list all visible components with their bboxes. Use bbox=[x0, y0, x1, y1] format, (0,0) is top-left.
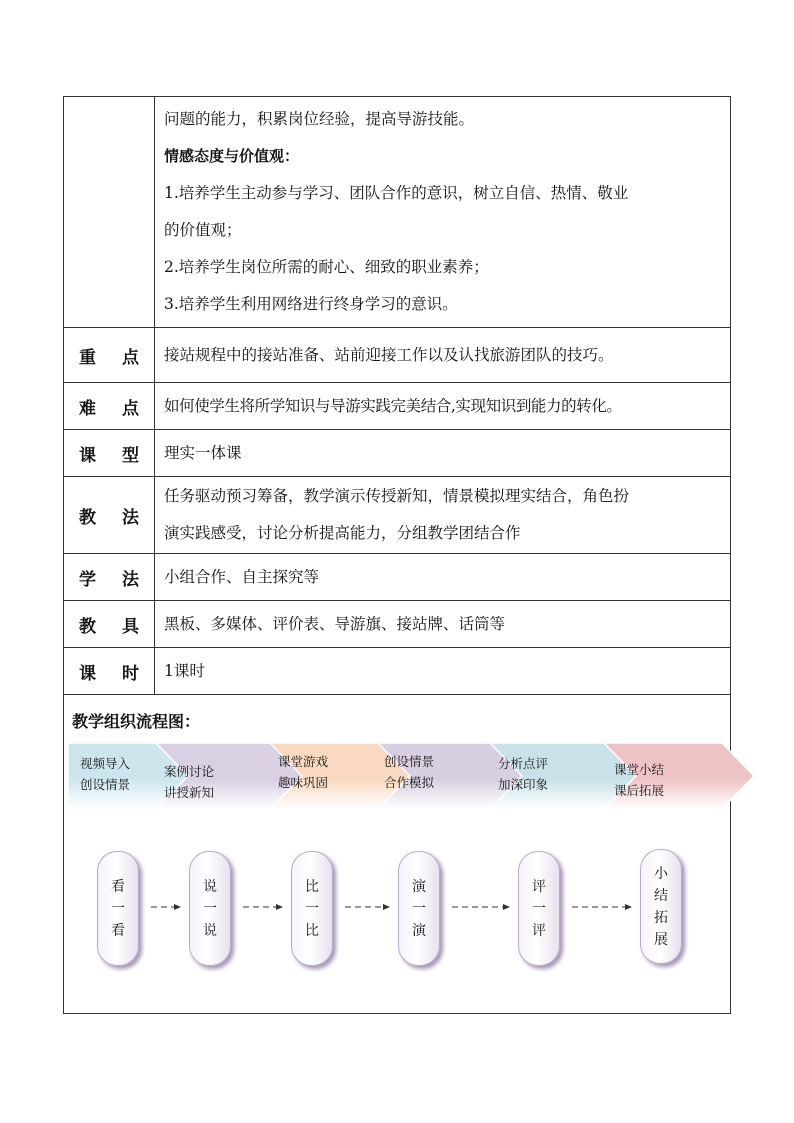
lesson-type-row bbox=[64, 430, 731, 477]
class-hours-row bbox=[64, 648, 731, 695]
objectives-row bbox=[64, 97, 731, 328]
arrow-head-2 bbox=[276, 904, 283, 910]
node-char: 一 bbox=[111, 900, 125, 917]
activity-node-1 bbox=[97, 851, 139, 966]
objectives-label-cell bbox=[64, 97, 155, 328]
node-char: 看 bbox=[111, 878, 125, 895]
chevron-step-label-2: 案例讨论 讲授新知 bbox=[164, 764, 215, 800]
chevron-step-label-3: 课堂游戏 趣味巩固 bbox=[278, 754, 329, 790]
objectives-continued-text: 问题的能力，积累岗位经验，提高导游技能。 bbox=[164, 110, 475, 128]
chevron-step-label-5: 分析点评 加深印象 bbox=[498, 756, 549, 792]
arrow-head-3 bbox=[383, 904, 390, 910]
node-char: 演 bbox=[412, 922, 426, 939]
lesson-type-label: 课 型 bbox=[64, 430, 155, 477]
node-char: 拓 bbox=[654, 909, 668, 926]
difficult-points-row bbox=[64, 383, 731, 430]
node-char: 结 bbox=[654, 887, 668, 904]
study-method-row bbox=[64, 554, 731, 601]
difficult-points-label: 难 点 bbox=[64, 383, 155, 430]
lesson-plan-table bbox=[63, 96, 731, 1014]
node-char: 小 bbox=[654, 865, 668, 882]
activity-node-6 bbox=[640, 849, 682, 964]
class-hours-content: 1课时 bbox=[155, 648, 731, 695]
teaching-method-line-1: 任务驱动预习筹备，教学演示传授新知，情景模拟理实结合，角色扮 bbox=[164, 487, 630, 505]
node-char: 一 bbox=[203, 900, 217, 917]
objectives-content bbox=[155, 97, 731, 328]
teaching-method-label: 教 法 bbox=[64, 477, 155, 554]
activity-nodes bbox=[64, 845, 732, 985]
activity-node-2 bbox=[189, 851, 231, 966]
flowchart-title: 教学组织流程图： bbox=[72, 712, 201, 731]
teaching-method-content bbox=[155, 477, 731, 554]
teaching-aids-content: 黑板、多媒体、评价表、导游旗、接站牌、话筒等 bbox=[155, 601, 731, 648]
chevron-step-label-6: 课堂小结 课后拓展 bbox=[614, 762, 665, 798]
teaching-aids-row bbox=[64, 601, 731, 648]
key-points-content: 接站规程中的接站准备、站前迎接工作以及认找旅游团队的技巧。 bbox=[155, 328, 731, 383]
flowchart-row bbox=[64, 695, 731, 1014]
key-points-row bbox=[64, 328, 731, 383]
activity-node-3 bbox=[291, 851, 333, 966]
node-char: 看 bbox=[111, 922, 125, 939]
chevron-step-label-4: 创设情景 合作模拟 bbox=[384, 754, 435, 790]
node-char: 评 bbox=[532, 922, 546, 939]
node-char: 演 bbox=[412, 878, 426, 895]
node-char: 说 bbox=[203, 878, 217, 895]
node-char: 一 bbox=[532, 900, 546, 917]
node-char: 比 bbox=[305, 878, 319, 895]
key-points-label: 重 点 bbox=[64, 328, 155, 383]
objective-item-1b: 的价值观； bbox=[164, 221, 242, 239]
node-char: 展 bbox=[654, 931, 668, 948]
arrow-head-1 bbox=[174, 904, 181, 910]
lesson-type-content: 理实一体课 bbox=[155, 430, 731, 477]
objective-item-1a: 1.培养学生主动参与学习、团队合作的意识，树立自信、热情、敬业 bbox=[164, 184, 629, 202]
node-char: 一 bbox=[412, 900, 426, 917]
activity-node-4 bbox=[398, 851, 440, 966]
flowchart-cell bbox=[64, 695, 731, 1014]
node-char: 一 bbox=[305, 900, 319, 917]
objectives-subheading: 情感态度与价值观： bbox=[164, 147, 300, 165]
node-char: 比 bbox=[305, 922, 319, 939]
difficult-points-content: 如何使学生将所学知识与导游实践完美结合,实现知识到能力的转化。 bbox=[155, 383, 731, 430]
objective-item-3: 3.培养学生利用网络进行终身学习的意识。 bbox=[164, 295, 458, 313]
study-method-content: 小组合作、自主探究等 bbox=[155, 554, 731, 601]
teaching-method-line-2: 演实践感受，讨论分析提高能力，分组教学团结合作 bbox=[164, 524, 521, 542]
teaching-method-row bbox=[64, 477, 731, 554]
arrow-head-5 bbox=[625, 904, 632, 910]
teaching-aids-label: 教 具 bbox=[64, 601, 155, 648]
node-char: 评 bbox=[532, 878, 546, 895]
activity-node-5 bbox=[518, 851, 560, 966]
arrow-head-4 bbox=[503, 904, 510, 910]
node-char: 说 bbox=[203, 922, 217, 939]
study-method-label: 学 法 bbox=[64, 554, 155, 601]
objective-item-2: 2.培养学生岗位所需的耐心、细致的职业素养； bbox=[164, 258, 489, 276]
class-hours-label: 课 时 bbox=[64, 648, 155, 695]
chevron-step-label-1: 视频导入 创设情景 bbox=[80, 756, 131, 792]
